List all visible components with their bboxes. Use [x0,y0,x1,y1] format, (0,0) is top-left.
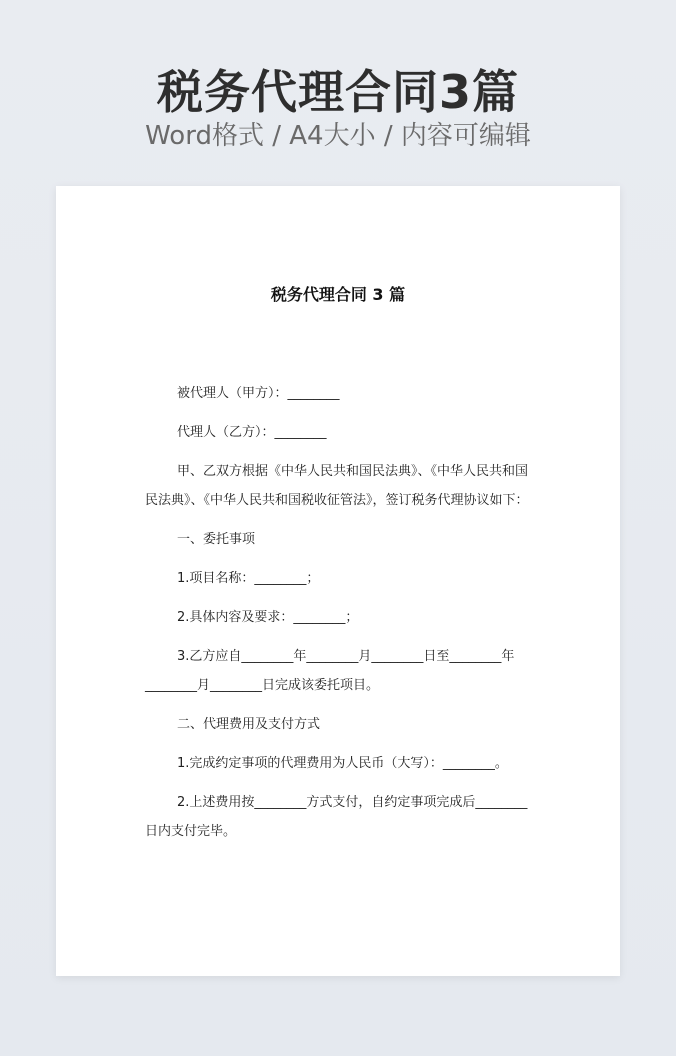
document-body [145,379,531,856]
paragraph-fee-amount: 1.完成约定事项的代理费用为人民币（大写）：________。 [177,756,508,771]
page-subtitle: Word格式 / A4大小 / 内容可编辑 [145,121,531,151]
paragraph-preamble: 甲、乙双方根据《中华人民共和国民法典》、《中华人民共和国民法典》、《中华人民共和国税收征管法》，签订税务代理协议如下： [145,464,529,508]
paragraph-project-name: 1.项目名称：________； [177,571,320,586]
paragraph-deadline: 3.乙方应自________年________月________日至________年________月________日完成该委托项目。 [145,649,515,693]
document-page [56,186,620,976]
paragraph-payment-method: 2.上述费用按________方式支付，自约定事项完成后________日内支付完毕。 [145,795,528,839]
paragraph-agent: 代理人（乙方）：________ [177,425,327,440]
document-title: 税务代理合同 3 篇 [270,285,406,304]
section-heading-entrusted-matters: 一、委托事项 [177,532,256,547]
paragraph-principal: 被代理人（甲方）：________ [177,386,340,401]
paragraph-content-requirements: 2.具体内容及要求：________； [177,610,359,625]
section-heading-fees: 二、代理费用及支付方式 [177,717,321,732]
page-title: 税务代理合同3篇 [156,65,519,119]
